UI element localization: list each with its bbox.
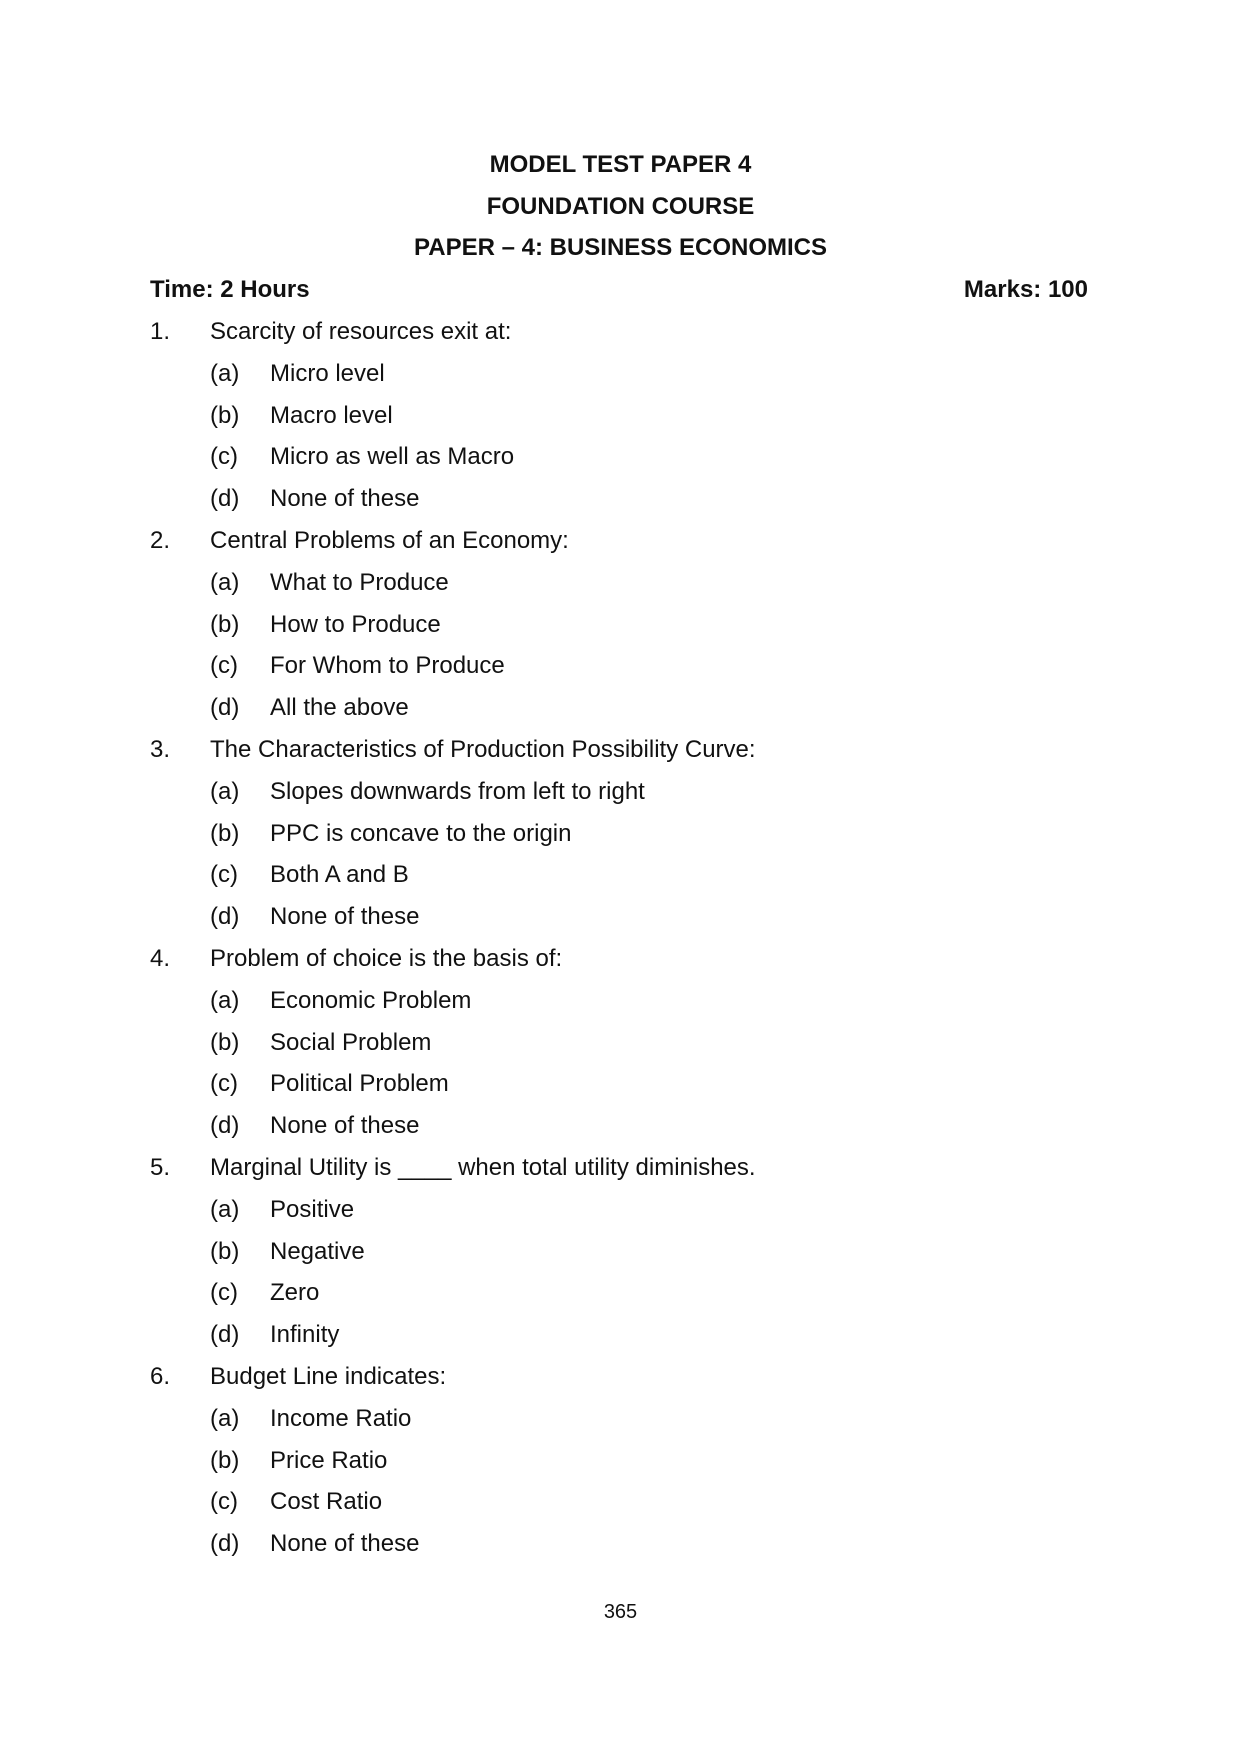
question-number: 3. (150, 735, 171, 763)
option-text: Income Ratio (270, 1404, 412, 1432)
option-text: None of these (270, 903, 420, 931)
option-text: None of these (270, 1112, 420, 1140)
option-text: How to Produce (270, 610, 441, 638)
option-letter: (b) (210, 1446, 240, 1474)
option-2b (150, 610, 1100, 652)
option-5a (150, 1195, 1100, 1237)
option-1c (150, 442, 1100, 484)
option-letter: (c) (210, 861, 238, 889)
question-1 (150, 317, 1100, 359)
option-3d (150, 902, 1100, 944)
paper-subject: PAPER – 4: BUSINESS ECONOMICS (414, 234, 827, 261)
question-text: Budget Line indicates: (210, 1362, 447, 1390)
option-letter: (a) (210, 359, 240, 387)
option-text: Cost Ratio (270, 1488, 383, 1516)
option-text: For Whom to Produce (270, 652, 505, 680)
option-4b (150, 1028, 1100, 1070)
option-text: Negative (270, 1237, 365, 1265)
option-2d (150, 693, 1100, 735)
option-5c (150, 1278, 1100, 1320)
option-text: What to Produce (270, 568, 449, 596)
option-text: None of these (270, 1530, 420, 1558)
option-letter: (b) (210, 1237, 240, 1265)
option-text: Macro level (270, 401, 393, 429)
question-number: 5. (150, 1153, 171, 1181)
option-4d (150, 1111, 1100, 1153)
option-1d (150, 484, 1100, 526)
option-text: Both A and B (270, 861, 409, 889)
question-2 (150, 526, 1100, 568)
option-letter: (d) (210, 903, 240, 931)
option-letter: (c) (210, 652, 238, 680)
time-label: Time: 2 Hours (150, 276, 310, 303)
option-letter: (a) (210, 986, 240, 1014)
option-2a (150, 568, 1100, 610)
option-1b (150, 401, 1100, 443)
question-number: 2. (150, 526, 171, 554)
question-text: Marginal Utility is ____ when total utility diminishes. (210, 1153, 756, 1181)
option-3c (150, 860, 1100, 902)
option-letter: (d) (210, 1530, 240, 1558)
option-5b (150, 1237, 1100, 1279)
question-list (150, 317, 1100, 1571)
option-letter: (a) (210, 568, 240, 596)
option-letter: (b) (210, 610, 240, 638)
option-letter: (c) (210, 1070, 238, 1098)
question-number: 1. (150, 318, 171, 345)
marks-label: Marks: 100 (963, 276, 1088, 303)
option-6b (150, 1446, 1100, 1488)
paper-title: MODEL TEST PAPER 4 (489, 151, 752, 178)
option-3b (150, 819, 1100, 861)
option-text: Political Problem (270, 1070, 449, 1098)
course-title: FOUNDATION COURSE (486, 193, 755, 220)
option-letter: (c) (210, 1488, 238, 1516)
option-text: Micro as well as Macro (270, 443, 515, 471)
option-letter: (a) (210, 1195, 240, 1223)
question-text: Problem of choice is the basis of: (210, 944, 563, 972)
option-text: Infinity (270, 1321, 340, 1349)
option-text: Micro level (270, 359, 385, 387)
option-letter: (d) (210, 485, 240, 513)
option-letter: (d) (210, 1112, 240, 1140)
question-6 (150, 1362, 1100, 1404)
exam-meta (150, 275, 1088, 305)
option-letter: (b) (210, 401, 240, 429)
option-text: None of these (270, 485, 420, 513)
option-2c (150, 651, 1100, 693)
question-number: 6. (150, 1362, 171, 1390)
question-text: Central Problems of an Economy: (210, 526, 569, 554)
option-4c (150, 1069, 1100, 1111)
option-text: PPC is concave to the origin (270, 819, 572, 847)
option-text: Economic Problem (270, 986, 472, 1014)
option-text: All the above (270, 694, 409, 722)
question-4 (150, 944, 1100, 986)
option-letter: (b) (210, 819, 240, 847)
page-number: 365 (603, 1601, 638, 1623)
question-text: The Characteristics of Production Possibility Curve: (210, 735, 756, 763)
option-text: Slopes downwards from left to right (270, 777, 645, 805)
question-3 (150, 735, 1100, 777)
option-text: Zero (270, 1279, 320, 1307)
option-4a (150, 986, 1100, 1028)
question-text: Scarcity of resources exit at: (210, 318, 512, 345)
option-letter: (a) (210, 777, 240, 805)
option-letter: (b) (210, 1028, 240, 1056)
option-6a (150, 1404, 1100, 1446)
option-text: Positive (270, 1195, 355, 1223)
option-5d (150, 1320, 1100, 1362)
option-3a (150, 777, 1100, 819)
option-text: Price Ratio (270, 1446, 388, 1474)
option-1a (150, 359, 1100, 401)
option-letter: (d) (210, 694, 240, 722)
option-text: Social Problem (270, 1028, 432, 1056)
question-number: 4. (150, 944, 171, 972)
option-letter: (c) (210, 443, 238, 471)
option-6c (150, 1487, 1100, 1529)
option-letter: (c) (210, 1279, 238, 1307)
option-letter: (a) (210, 1404, 240, 1432)
option-letter: (d) (210, 1321, 240, 1349)
option-6d (150, 1529, 1100, 1571)
question-5 (150, 1153, 1100, 1195)
